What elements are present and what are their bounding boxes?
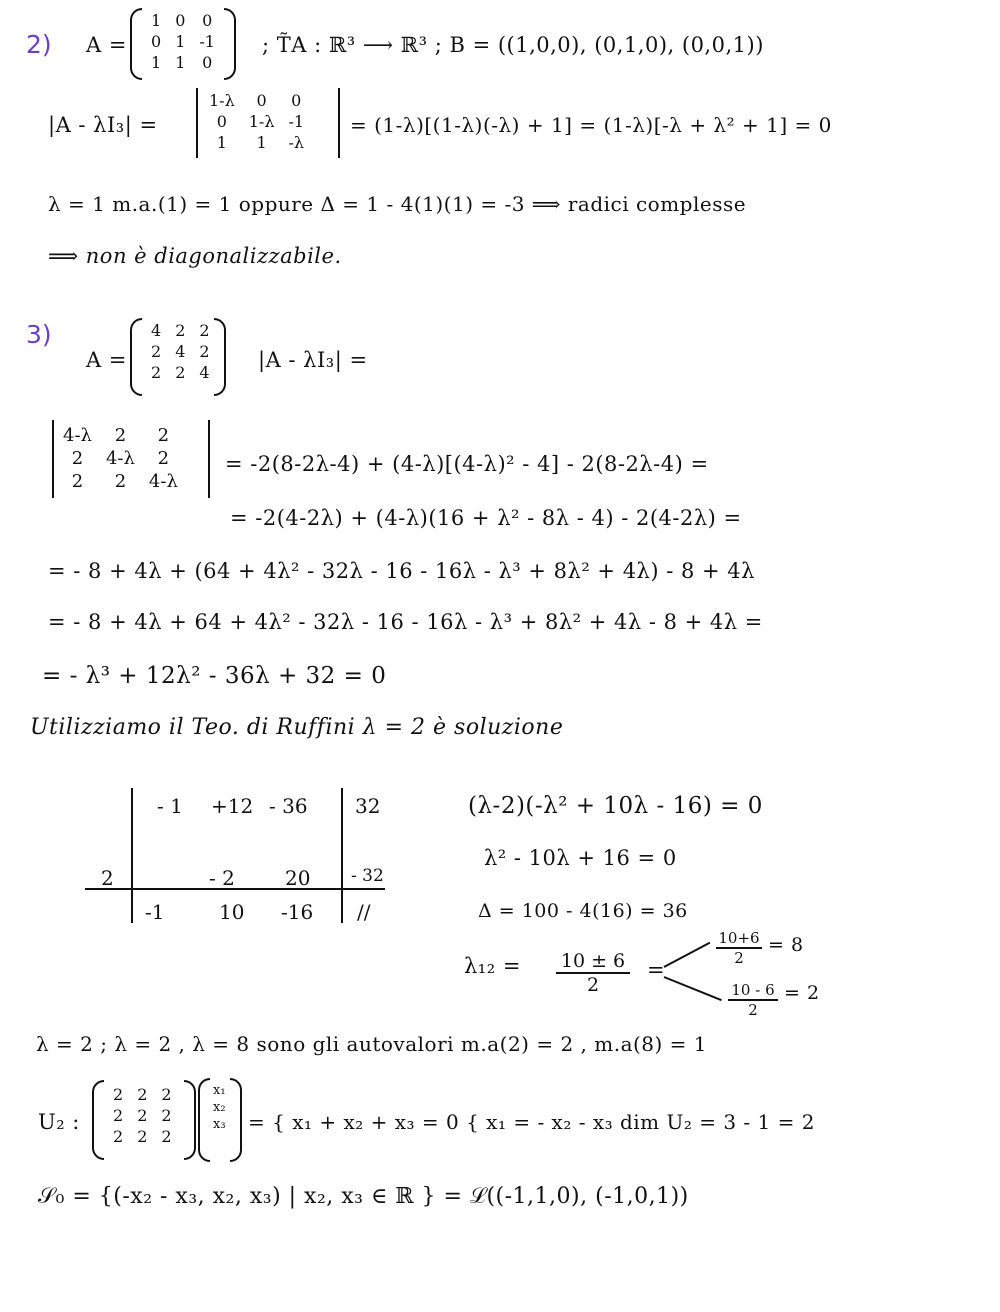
ruffini-table — [85, 780, 395, 925]
u2-prefix: U₂ : — [38, 1110, 80, 1134]
equation-line-1: = -2(8-2λ-4) + (4-λ)[(4-λ)² - 4] - 2(8-2λ-4) = — [225, 452, 709, 476]
branch-line-top — [664, 942, 711, 968]
matrix-a-2: 1 0 0 0 1 -1 1 1 0 — [130, 8, 236, 80]
branch-line-bottom — [664, 976, 722, 1001]
ruffini-mid: - 2 — [209, 866, 235, 890]
det-matrix-3: 4-λ 2 2 2 4-λ 2 2 2 4-λ — [50, 420, 212, 498]
x-vector: x₁ x₂ x₃ — [198, 1078, 242, 1162]
ruffini-root: 2 — [101, 866, 114, 890]
equation-line-3: = - 8 + 4λ + (64 + 4λ² - 32λ - 16 - 16λ - λ³ + 8λ² + 4λ) - 8 + 4λ — [48, 559, 755, 583]
lambda12-label: λ₁₂ = — [464, 954, 521, 978]
u2-matrix: 2 2 2 2 2 2 2 2 2 — [92, 1080, 196, 1160]
section-number-2: 2) — [26, 30, 52, 59]
ruffini-coeff: +12 — [211, 794, 254, 818]
det-prefix-2: |A - λI₃| = — [48, 113, 158, 137]
equation-line-2: = -2(4-2λ) + (4-λ)(16 + λ² - 8λ - 4) - 2(4-2λ) = — [230, 506, 742, 530]
equals-sign: = — [647, 958, 666, 982]
det-matrix-2: 1-λ 0 0 0 1-λ -1 1 1 -λ — [194, 88, 342, 158]
ruffini-result: -1 — [145, 900, 165, 924]
u2-system: = { x₁ + x₂ + x₃ = 0 { x₁ = - x₂ - x₃ dim U₂ = 3 - 1 = 2 — [248, 1110, 815, 1134]
ruffini-mid: - 32 — [351, 866, 384, 886]
ruffini-result: // — [357, 900, 371, 924]
ruffini-result: -16 — [281, 900, 314, 924]
main-fraction: $\frac{10 \pm 6}{2}$ — [556, 950, 630, 996]
solution-space-line: 𝒮₀ = {(-x₂ - x₃, x₂, x₃) | x₂, x₃ ∈ ℝ } = ℒ((-1,1,0), (-1,0,1)) — [38, 1184, 689, 1209]
det-label-3: |A - λI₃| = — [258, 348, 368, 372]
delta-line: Δ = 100 - 4(16) = 36 — [478, 900, 688, 922]
factor-line: (λ-2)(-λ² + 10λ - 16) = 0 — [468, 793, 763, 819]
ruffini-coeff: - 1 — [157, 794, 183, 818]
branch-bottom-fraction: $\frac{10 - 6}{2}$ — [728, 980, 778, 1019]
conclusion-line-2: ⟹ non è diagonalizzabile. — [48, 244, 342, 268]
ruffini-coeff: - 36 — [269, 794, 308, 818]
matrix-a-3: 4 2 2 2 4 2 2 2 4 — [130, 318, 226, 396]
equation-line-5: = - λ³ + 12λ² - 36λ + 32 = 0 — [42, 663, 387, 689]
equation-line-4: = - 8 + 4λ + 64 + 4λ² - 32λ - 16 - 16λ - λ³ + 8λ² + 4λ - 8 + 4λ = — [48, 610, 763, 634]
map-definition: ; T̃A : ℝ³ ⟶ ℝ³ ; B = ((1,0,0), (0,1,0), (0,0,1)) — [262, 33, 764, 57]
section-number-3: 3) — [26, 320, 52, 349]
ruffini-mid: 20 — [285, 866, 311, 890]
branch-top-value: = 8 — [768, 934, 804, 956]
eigen-line-2: λ = 1 m.a.(1) = 1 oppure Δ = 1 - 4(1)(1) = -3 ⟹ radici complesse — [48, 192, 747, 216]
det-expansion-2: = (1-λ)[(1-λ)(-λ) + 1] = (1-λ)[-λ + λ² + 1] = 0 — [350, 113, 832, 137]
eigenvalues-line: λ = 2 ; λ = 2 , λ = 8 sono gli autovalori m.a(2) = 2 , m.a(8) = 1 — [36, 1032, 708, 1056]
ruffini-coeff: 32 — [355, 794, 381, 818]
ruffini-intro: Utilizziamo il Teo. di Ruffini λ = 2 è soluzione — [30, 715, 564, 740]
quadratic-line: λ² - 10λ + 16 = 0 — [484, 846, 677, 870]
ruffini-result: 10 — [219, 900, 245, 924]
branch-top-fraction: $\frac{10+6}{2}$ — [716, 928, 762, 967]
matrix-a-prefix-3: A = — [86, 348, 127, 372]
matrix-a-prefix: A = — [86, 33, 127, 57]
branch-bottom-value: = 2 — [784, 982, 820, 1004]
